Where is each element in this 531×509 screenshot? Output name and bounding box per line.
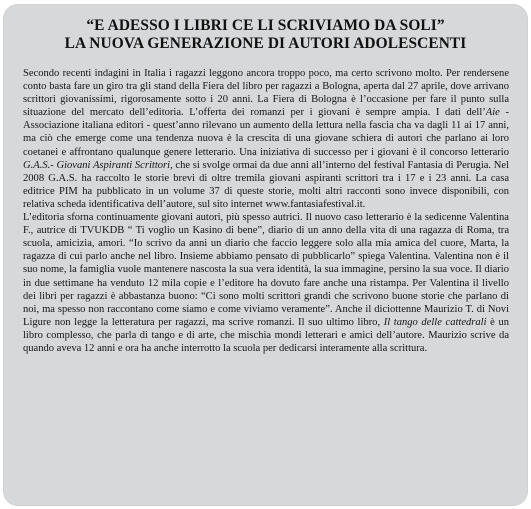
paragraph-1-text-c: , che si svolge ormai da due anni all’interno del festival Fantasia di Perugia. Nel 2008 G.A.S. ha raccolto le storie brevi di oltre tremila giovani aspiranti scrittori tra i 17 e i 23 anni. La casa editrice PIM ha pubblicato in un volume 37 di queste storie, molti altri racconti sono invece disponibili, con relativa scheda identificativa dell’autore, sul sito internet www.fantasiafestival.it.: [23, 159, 509, 210]
paragraph-1-text-b: - Associazione italiana editori - quest’anno rilevano un aumento della lettura nella fascia cha va dagli 11 ai 17 anni, ma ciò che emerge come una tendenza nuova è la crescita di una giovane schiera di autori che parlano ai loro coetanei e affrontano qualunque genere letterario. Una iniziativa di successo per i giovani è il concorso letterario: [23, 107, 510, 158]
gas-contest-italic: G.A.S.- Giovani Aspiranti Scrittori: [23, 159, 171, 171]
article-title: [14, 17, 517, 53]
title-line-2: LA NUOVA GENERAZIONE DI AUTORI ADOLESCENTI: [64, 35, 467, 52]
paragraph-2-text-a: L’editoria sforna continuamente giovani autori, più spesso autrici. Il nuovo caso letterario è la sedicenne Valentina F., autrice di TVUKDB “ Ti voglio un Kasino di bene”, diario di un anno della vita di una ragazza di Roma, tra scuola, amicizia, amori. “Io scrivo da anni un diario che faccio leggere solo alla mia amica del cuore, Marta, la ragazza di cui parlo anche nel libro. Insieme abbiamo pensato di pubblicarlo” spiega Valentina. Valentina non è il suo nome, la famiglia vuole mantenere nascosta la sua vera identità, la sua immagine, persino la sua voce. Il diario in due settimane ha venduto 12 mila copie e l’editore ha dovuto fare anche una ristampa. Per Valentina il livello dei libri per ragazzi è abbastanza buono: “Ci sono molti scrittori grandi che scrivono buone storie che parlano di noi, ma spesso non raccontano come siamo e come viviamo veramente”. Anche il diciottenne Maurizio T. di Novi Ligure non legge la letteratura per ragazzi, ma scrive romanzi. Il suo ultimo libro,: [23, 212, 509, 328]
paragraph-2: [23, 211, 509, 355]
title-line-1: “E ADESSO I LIBRI CE LI SCRIVIAMO DA SOLI”: [86, 17, 445, 34]
paragraph-2-text-b: è un libro complesso, che parla di tango e di arte, che mischia mondi letterari e amici dell’autore. Maurizio scrive da quando aveva 12 anni e ora ha anche interrotto la scuola per dedicarsi interamente alla scrittura.: [23, 316, 509, 354]
aie-italic: Aie: [485, 107, 500, 119]
article-panel: [3, 4, 528, 506]
article-body: [23, 67, 509, 355]
paragraph-1-text-a: Secondo recenti indagini in Italia i ragazzi leggono ancora troppo poco, ma certo scrivono molto. Per rendersene conto basta fare un giro tra gli stand della Fiera del libro per ragazzi a Bologna, aperta dal 27 aprile, dove arrivano scrittori giovanissimi, rigorosamente sotto i 20 anni. La Fiera di Bologna è l’occasione per fare il punto sulla situazione del mercato dell’editoria. L’offerta dei romanzi per i giovani è sempre ampia. I dati dell’: [23, 68, 509, 119]
book-title-italic: Il tango delle cattedrali: [383, 316, 487, 328]
paragraph-1: [23, 67, 509, 211]
